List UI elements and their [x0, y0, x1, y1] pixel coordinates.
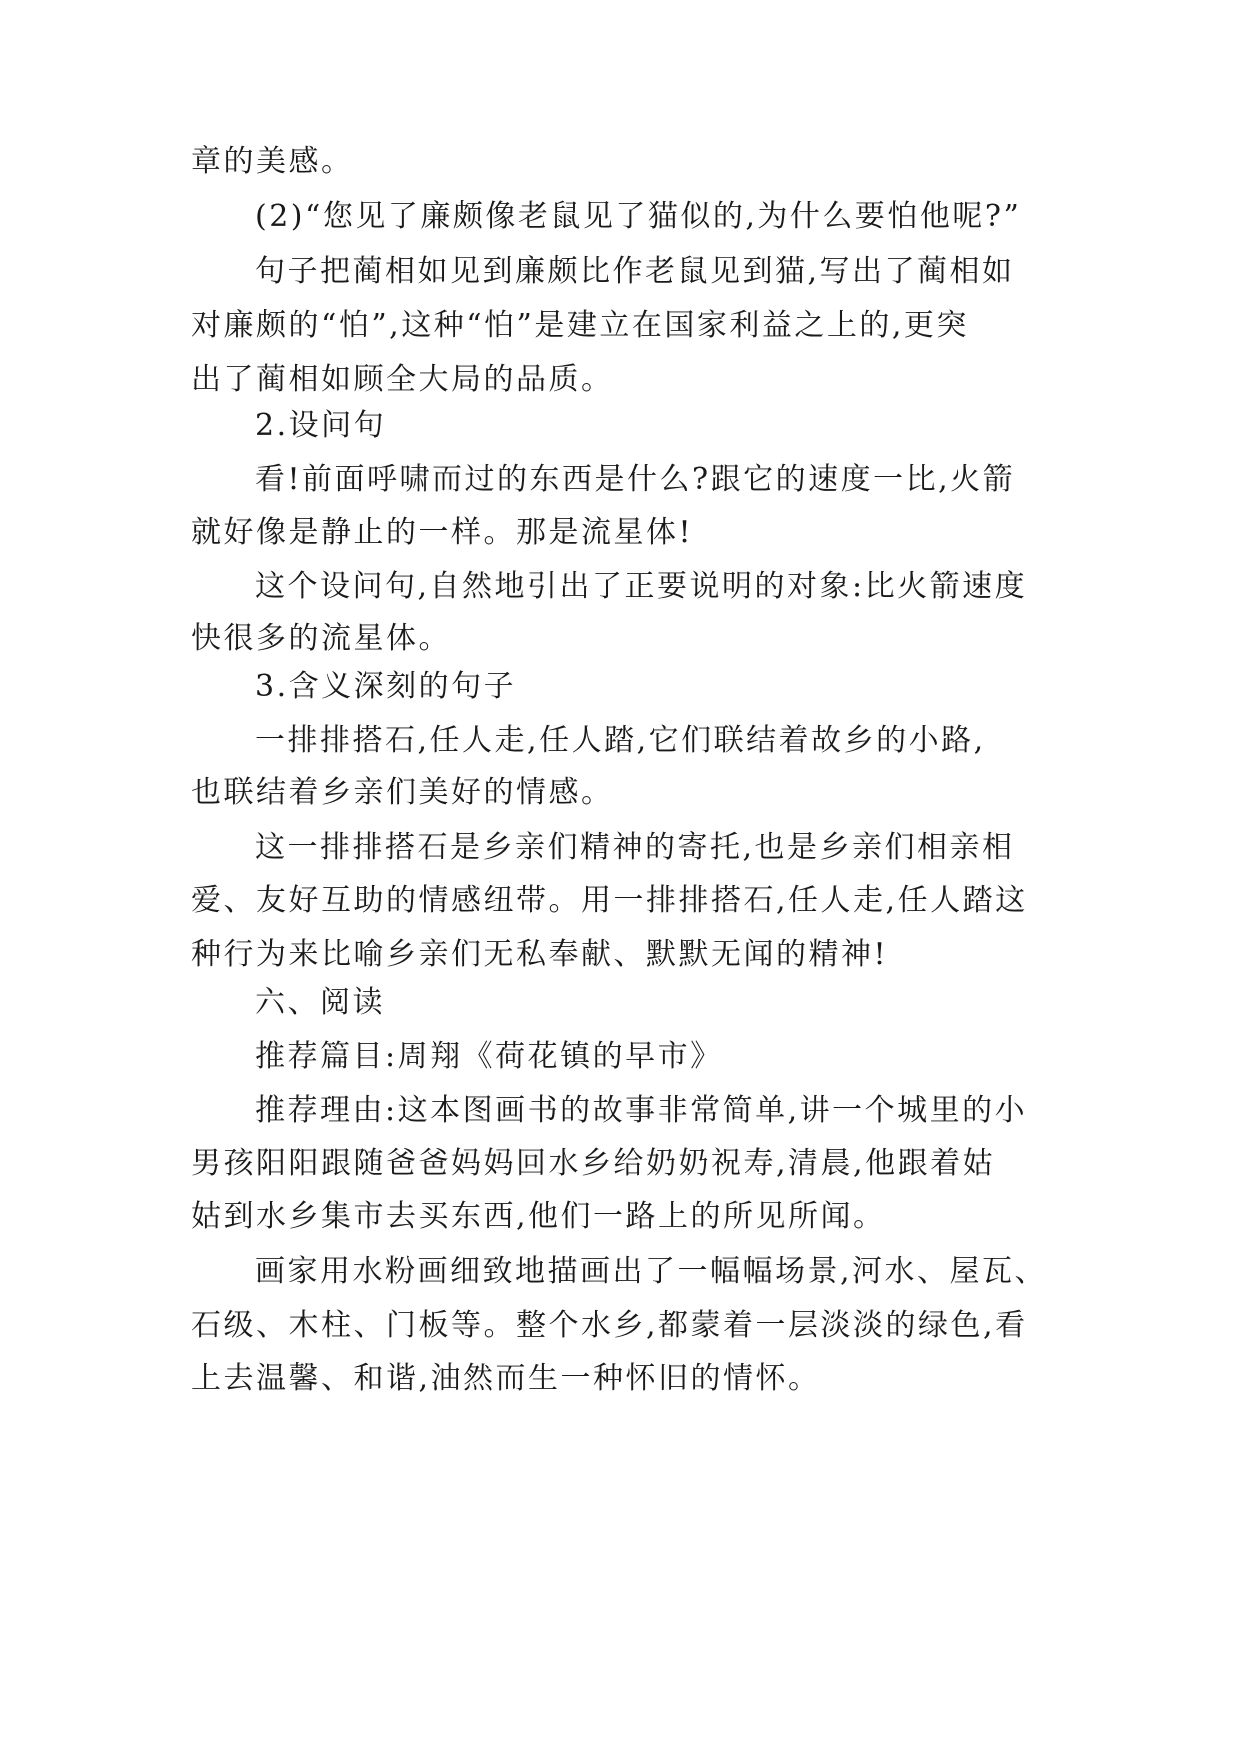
- paragraph-line: 也联结着乡亲们美好的情感。: [191, 775, 614, 810]
- paragraph-line: (2)“您见了廉颇像老鼠见了猫似的,为什么要怕他呢?”: [255, 199, 1022, 234]
- section-heading: 3.含义深刻的句子: [255, 669, 517, 704]
- paragraph-line: 句子把蔺相如见到廉颇比作老鼠见到猫,写出了蔺相如: [255, 254, 1015, 289]
- section-heading: 六、阅读: [255, 985, 385, 1020]
- paragraph-line: 姑到水乡集市去买东西,他们一路上的所见所闻。: [191, 1199, 886, 1234]
- paragraph-line: 推荐篇目:周翔《荷花镇的早市》: [255, 1039, 723, 1074]
- paragraph-line: 石级、木柱、门板等。整个水乡,都蒙着一层淡淡的绿色,看: [191, 1308, 1028, 1343]
- paragraph-line: 章的美感。: [191, 144, 354, 179]
- paragraph-line: 看!前面呼啸而过的东西是什么?跟它的速度一比,火箭: [255, 462, 1016, 497]
- paragraph-line: 爱、友好互助的情感纽带。用一排排搭石,任人走,任人踏这: [191, 883, 1028, 918]
- paragraph-line: 对廉颇的“怕”,这种“怕”是建立在国家利益之上的,更突: [191, 308, 969, 343]
- paragraph-line: 上去温馨、和谐,油然而生一种怀旧的情怀。: [191, 1361, 821, 1396]
- paragraph-line: 这一排排搭石是乡亲们精神的寄托,也是乡亲们相亲相: [255, 830, 1015, 865]
- section-heading: 2.设问句: [255, 408, 387, 443]
- paragraph-line: 这个设问句,自然地引出了正要说明的对象:比火箭速度: [255, 569, 1028, 604]
- paragraph-line: 一排排搭石,任人走,任人踏,它们联结着故乡的小路,: [255, 723, 986, 758]
- paragraph-line: 出了蔺相如顾全大局的品质。: [191, 362, 614, 397]
- paragraph-line: 男孩阳阳跟随爸爸妈妈回水乡给奶奶祝寿,清晨,他跟着姑: [191, 1146, 996, 1181]
- paragraph-line: 画家用水粉画细致地描画出了一幅幅场景,河水、屋瓦、: [255, 1254, 1048, 1289]
- paragraph-line: 就好像是静止的一样。那是流星体!: [191, 515, 694, 550]
- paragraph-line: 种行为来比喻乡亲们无私奉献、默默无闻的精神!: [191, 937, 889, 972]
- paragraph-line: 快很多的流星体。: [191, 621, 451, 656]
- paragraph-line: 推荐理由:这本图画书的故事非常简单,讲一个城里的小: [255, 1093, 1028, 1128]
